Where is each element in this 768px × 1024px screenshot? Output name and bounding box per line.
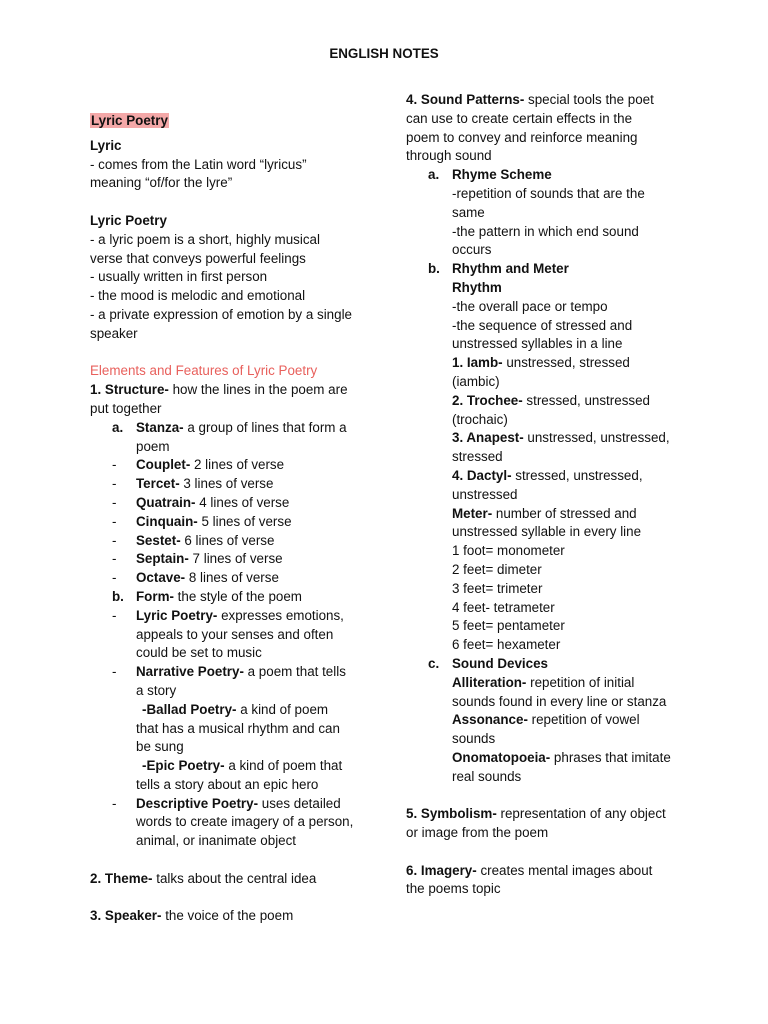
assonance-line: Assonance- repetition of vowel [452,712,640,728]
rhythm-meter-item: b. Rhythm and Meter Rhythm -the overall pace or tempo -the sequence of stressed and unstressed syllables in a line 1. Iamb- unstressed, stressed (iambic) 2. Trochee- stressed, unstressed (trochaic) 3. Anapest- unstressed, unstressed, stressed 4. Dactyl- stressed, unstressed, unstressed Meter- number of stressed and unstressed syllable in every line 1 foot= monometer 2 feet= dimeter 3 feet= trimeter 4 feet- tetrameter 5 feet= pentameter 6 feet= hexameter [406,260,688,655]
lyric-poetry-line: - a lyric poem is a short, highly musical [90,231,320,247]
imagery-item: 6. Imagery- creates mental images about [406,862,653,878]
lyric-poetry-line: speaker [90,325,138,341]
descriptive-item: - Descriptive Poetry- uses detailed words to create imagery of a person, animal, or inanimate object [112,795,354,849]
lyric-poetry-line: - usually written in first person [90,269,268,285]
feet-line: 5 feet= pentameter [452,618,565,634]
lyric-poetry-line: - the mood is melodic and emotional [90,288,306,304]
lyric-poetry-line: - a private expression of emotion by a single [90,306,353,322]
anapest-line: 3. Anapest- unstressed, unstressed, [452,430,670,446]
lyric-definition-line: meaning “of/for the lyre” [90,175,233,191]
meter-line: Meter- number of stressed and [452,505,637,521]
epic-item: -Epic Poetry- a kind of poem that tells a story about an epic hero [136,758,343,792]
structure-item-cont: put together [90,400,162,416]
speaker-item: 3. Speaker- the voice of the poem [90,908,294,924]
ballad-item: -Ballad Poetry- a kind of poem that has a musical rhythm and can be sung [136,701,340,755]
onomatopoeia-line: Onomatopoeia- phrases that imitate [452,749,671,765]
symbolism-cont: or image from the poem [406,825,549,841]
stanza-type-item: - Couplet- 2 lines of verse [112,457,285,473]
lyric-definition-line: - comes from the Latin word “lyricus” [90,156,307,172]
stanza-item: a. Stanza- a group of lines that form a poem [112,419,347,454]
right-column [406,91,688,899]
sound-patterns-item: 4. Sound Patterns- special tools the poet [406,92,654,107]
trochee-line: 2. Trochee- stressed, unstressed [452,392,650,408]
stanza-type-item: - Cinquain- 5 lines of verse [112,513,292,529]
feet-line: 6 feet= hexameter [452,637,561,653]
feet-line: 3 feet= trimeter [452,580,543,596]
imagery-cont: the poems topic [406,881,501,897]
feet-line: 2 feet= dimeter [452,561,542,577]
sound-devices-item: c. Sound Devices Alliteration- repetition of initial sounds found in every line or stanza Assonance- repetition of vowel sounds Onomatopoeia- phrases that imitate real sounds [406,655,688,787]
iamb-line: 1. Iamb- unstressed, stressed [452,355,630,371]
sound-patterns-cont: can use to create certain effects in the [406,110,633,126]
stanza-type-item: - Octave- 8 lines of verse [112,570,279,586]
dactyl-line: 4. Dactyl- stressed, unstressed, [452,467,643,483]
narrative-item: - Narrative Poetry- a poem that tells a story [112,664,346,698]
alliteration-line: Alliteration- repetition of initial [452,674,635,690]
stanza-type-item: - Sestet- 6 lines of verse [112,532,275,548]
page-title: ENGLISH NOTES [329,46,439,61]
sound-patterns-cont: poem to convey and reinforce meaning [406,129,638,145]
form-item: b. Form- the style of the poem [112,588,302,604]
feet-line: 4 feet- tetrameter [452,599,555,615]
section-heading-lyric-poetry: Lyric Poetry [91,113,168,128]
elements-heading: Elements and Features of Lyric Poetry [90,363,318,379]
symbolism-item: 5. Symbolism- representation of any object [406,806,666,822]
stanza-type-item: - Septain- 7 lines of verse [112,551,283,567]
rhyme-scheme-item: a. Rhyme Scheme -repetition of sounds that are the same -the pattern in which end sound occurs [428,167,645,258]
left-column [90,112,366,926]
stanza-type-item: - Tercet- 3 lines of verse [112,476,274,492]
term-lyric-poetry: Lyric Poetry [90,212,167,228]
stanza-type-item: - Quatrain- 4 lines of verse [112,494,290,510]
term-lyric: Lyric [90,137,122,153]
lyric-form-item: - Lyric Poetry- expresses emotions, appeals to your senses and often could be set to music [112,607,344,661]
theme-item: 2. Theme- talks about the central idea [90,870,317,886]
sound-patterns-cont: through sound [406,148,492,164]
structure-item: 1. Structure- how the lines in the poem are [90,382,348,398]
lyric-poetry-line: verse that conveys powerful feelings [90,250,306,266]
feet-line: 1 foot= monometer [452,543,565,559]
